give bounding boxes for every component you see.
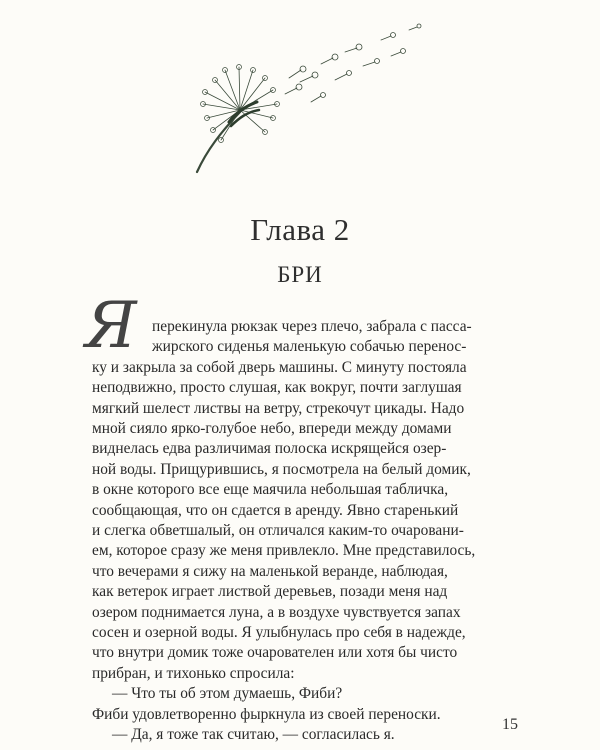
text-line: ку и закрыла за собой дверь машины. С минуту постояла (92, 358, 467, 376)
drop-cap: Я (85, 289, 137, 363)
chapter-subtitle: БРИ (277, 262, 323, 287)
text-line: и слегка обветшалый, он отличался каким-то очаровани- (92, 522, 464, 539)
dandelion-icon (185, 22, 430, 177)
page-number: 15 (502, 716, 518, 733)
text-line: ной воды. Прищурившись, я посмотрела на белый домик, (92, 460, 471, 478)
text-line: Фиби удовлетворенно фыркнула из своей переноски. (92, 705, 441, 723)
text-line: мной сияло ярко-голубое небо, впереди между домами (92, 420, 452, 437)
text-line: перекинула рюкзак через плечо, забрала с пасса- (152, 318, 472, 335)
text-line: жирского сиденья маленькую собачью перенос- (152, 338, 467, 356)
text-line: сосен и озерной воды. Я улыбнулась про себя в надежде, (92, 624, 466, 641)
text-line: — Да, я тоже так считаю, — согласилась я. (112, 726, 395, 743)
text-line: ем, которое сразу же меня привлекло. Мне представилось, (92, 542, 476, 560)
text-line: прибран, и тихонько спросила: (92, 664, 295, 682)
chapter-title: Глава 2 (250, 212, 350, 247)
text-line: виднелась едва различимая полоска искрящейся озер- (92, 440, 447, 458)
text-line: в окне которого все еще маячила небольшая табличка, (92, 481, 449, 499)
text-line: мягкий шелест листвы на ветру, стрекочут цикады. Надо (92, 399, 465, 417)
text-line: неподвижно, просто слушая, как вокруг, почти заглушая (92, 379, 462, 397)
text-line: что внутри домик тоже очарователен или хотя бы чисто (92, 644, 458, 662)
text-line: озером поднимается луна, а в воздухе чувствуется запах (92, 603, 461, 621)
text-line: сообщающая, что он сдается в аренду. Явно старенький (92, 501, 459, 519)
text-line: — Что ты об этом думаешь, Фиби? (112, 685, 343, 703)
text-line: как ветерок играет листвой деревьев, позади меня над (92, 583, 448, 601)
text-line: что вечерами я сижу на маленькой веранде, наблюдая, (92, 562, 448, 580)
